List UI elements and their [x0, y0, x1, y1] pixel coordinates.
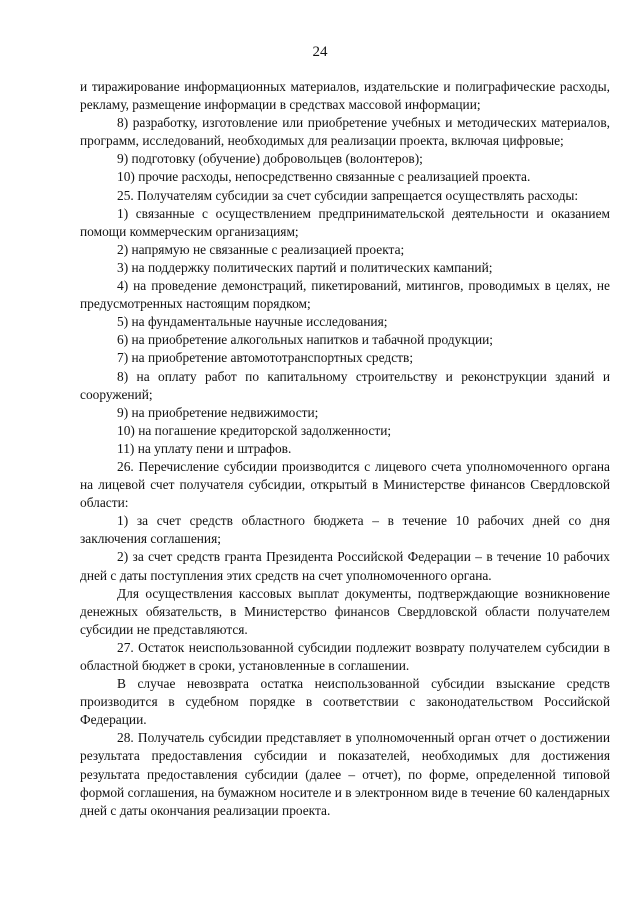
paragraph: 4) на проведение демонстраций, пикетирований, митингов, проводимых в целях, не предусмотренных настоящим порядком;	[80, 278, 610, 312]
paragraph: В случае невозврата остатка неиспользованной субсидии взыскание средств производится в судебном порядке в соответствии с законодательством Российской Федерации.	[80, 676, 610, 728]
paragraph: и тиражирование информационных материалов, издательские и полиграфические расходы, рекламу, размещение информации в средствах массовой информации;	[80, 79, 610, 113]
paragraph: 8) на оплату работ по капитальному строительству и реконструкции зданий и сооружений;	[80, 368, 610, 402]
document-body	[80, 78, 610, 820]
paragraph: 9) подготовку (обучение) добровольцев (волонтеров);	[117, 151, 423, 167]
paragraph: 10) прочие расходы, непосредственно связанные с реализацией проекта.	[117, 169, 531, 185]
paragraph: Для осуществления кассовых выплат документы, подтверждающие возникновение денежных обязательств, в Министерство финансов Свердловской области получателем субсидии не представляются.	[80, 585, 610, 637]
paragraph: 2) за счет средств гранта Президента Российской Федерации – в течение 10 рабочих дней с даты поступления этих средств на счет уполномоченного органа.	[80, 549, 610, 583]
paragraph: 7) на приобретение автомототранспортных средств;	[117, 350, 414, 366]
paragraph: 6) на приобретение алкогольных напитков и табачной продукции;	[117, 332, 494, 348]
page-number: 24	[312, 44, 328, 60]
paragraph: 11) на уплату пени и штрафов.	[117, 440, 292, 456]
paragraph: 1) за счет средств областного бюджета – в течение 10 рабочих дней со дня заключения соглашения;	[80, 513, 610, 547]
paragraph: 3) на поддержку политических партий и политических кампаний;	[117, 259, 493, 275]
paragraph: 28. Получатель субсидии представляет в уполномоченный орган отчет о достижении результата предоставления субсидии и показателей, необходимых для достижения результата предоставления субсидии (далее – отчет), по форме, определенной типовой формой соглашения, на бумажном носителе и в электронном виде в течение 60 календарных дней с даты окончания реализации проекта.	[80, 730, 610, 818]
paragraph: 26. Перечисление субсидии производится с лицевого счета уполномоченного органа на лицевой счет получателя субсидии, открытый в Министерстве финансов Свердловской области:	[80, 458, 610, 511]
paragraph: 5) на фундаментальные научные исследования;	[117, 314, 388, 330]
paragraph: 2) напрямую не связанные с реализацией проекта;	[117, 241, 405, 257]
paragraph: 27. Остаток неиспользованной субсидии подлежит возврату получателем субсидии в областной бюджет в сроки, установленные в соглашении.	[80, 639, 610, 673]
paragraph: 1) связанные с осуществлением предпринимательской деятельности и оказанием помощи коммерческим организациям;	[80, 205, 610, 239]
paragraph: 25. Получателям субсидии за счет субсидии запрещается осуществлять расходы:	[117, 187, 579, 203]
paragraph: 10) на погашение кредиторской задолженности;	[117, 422, 392, 438]
paragraph: 9) на приобретение недвижимости;	[117, 404, 319, 420]
paragraph: 8) разработку, изготовление или приобретение учебных и методических материалов, программ, исследований, необходимых для реализации проекта, включая цифровые;	[80, 115, 610, 149]
